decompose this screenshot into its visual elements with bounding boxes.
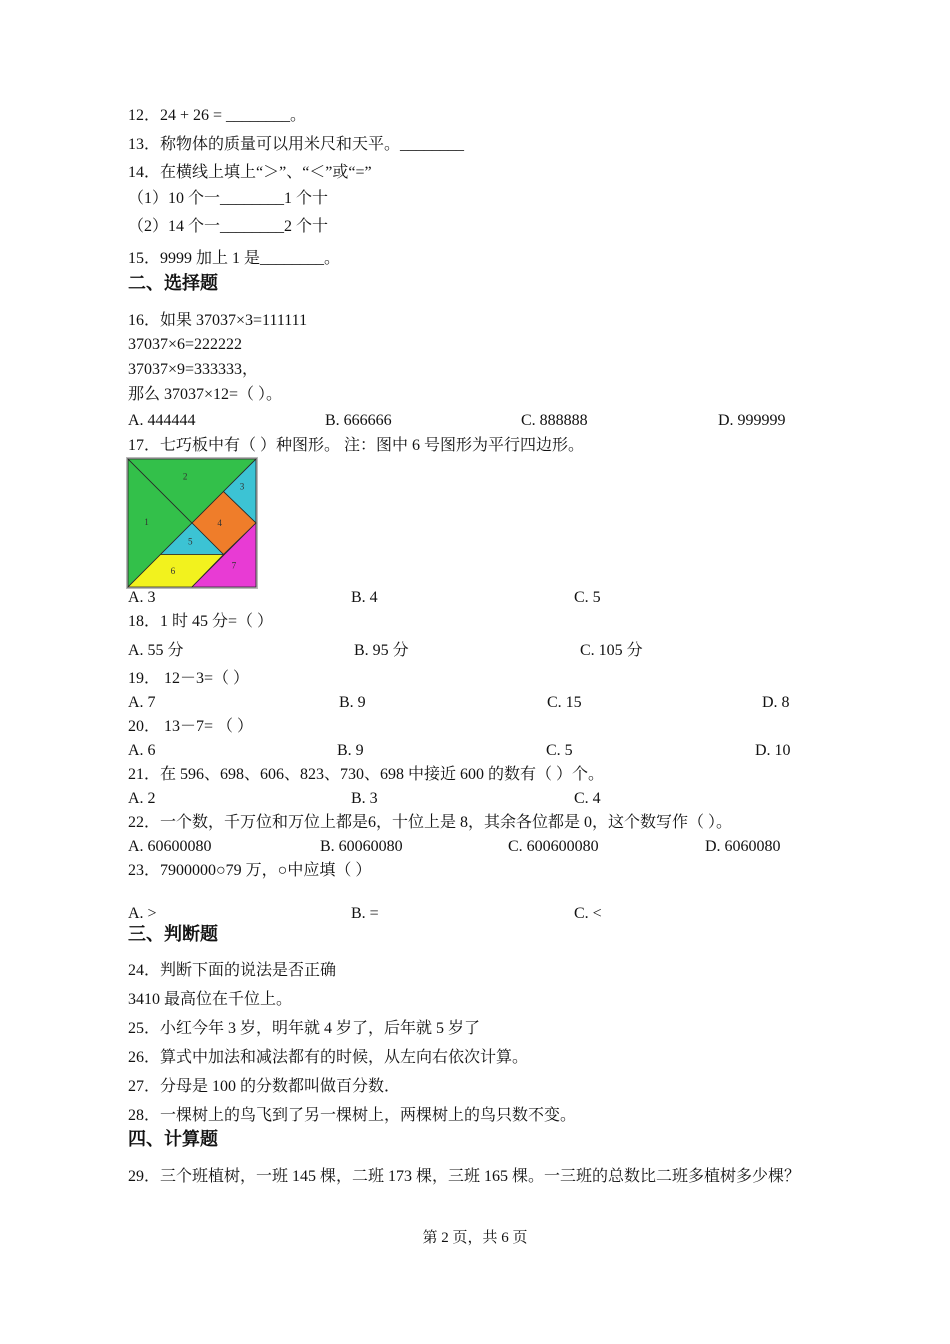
- section-title-choice: 二、选择题: [128, 273, 218, 294]
- question-15: 15．9999 加上 1 是________。: [128, 250, 341, 267]
- tangram-label-1: 1: [144, 517, 149, 528]
- question-17: 17．七巧板中有（ ）种图形。 注：图中 6 号图形为平行四边形。: [128, 437, 585, 454]
- question-17-option-c: C. 5: [574, 589, 601, 606]
- question-22: 22．一个数，千万位和万位上都是6，十位上是 8，其余各位都是 0，这个数写作（ ）。: [128, 814, 733, 831]
- question-16-option-b: B. 666666: [325, 412, 392, 429]
- question-23-option-c: C. <: [574, 905, 602, 922]
- question-20: 20． 13－7= （ ）: [128, 718, 254, 735]
- question-25: 25．小红今年 3 岁，明年就 4 岁了，后年就 5 岁了: [128, 1020, 481, 1037]
- question-19-option-b: B. 9: [339, 694, 366, 711]
- question-12: 12．24 + 26 = ________。: [128, 107, 307, 124]
- section-title-judge: 三、判断题: [128, 924, 218, 945]
- question-22-option-c: C. 600600080: [508, 838, 599, 855]
- page-footer: 第 2 页，共 6 页: [422, 1230, 528, 1246]
- tangram-label-7: 7: [231, 560, 237, 571]
- question-19-option-d: D. 8: [762, 694, 790, 711]
- question-23-option-a: A. >: [128, 905, 157, 922]
- question-21-option-b: B. 3: [351, 790, 378, 807]
- question-21: 21．在 596、698、606、823、730、698 中接近 600 的数有（ ）个。: [128, 766, 605, 783]
- question-19: 19． 12－3=（ ）: [128, 670, 250, 687]
- question-18: 18．1 时 45 分=（ ）: [128, 613, 274, 630]
- question-16-line-3: 37037×9=333333，: [128, 361, 259, 378]
- question-26: 26．算式中加法和减法都有的时候，从左向右依次计算。: [128, 1049, 529, 1066]
- question-22-option-b: B. 60060080: [320, 838, 403, 855]
- question-16-line-2: 37037×6=222222: [128, 336, 243, 353]
- question-23: 23．7900000○79 万，○中应填（ ）: [128, 862, 372, 879]
- question-22-option-d: D. 6060080: [705, 838, 781, 855]
- question-14-part-1: （1）10 个一________1 个十: [128, 190, 329, 207]
- question-16-option-d: D. 999999: [718, 412, 786, 429]
- question-19-option-c: C. 15: [547, 694, 582, 711]
- question-20-option-c: C. 5: [546, 742, 573, 759]
- question-20-option-b: B. 9: [337, 742, 364, 759]
- question-21-option-a: A. 2: [128, 790, 156, 807]
- section-title-calc: 四、计算题: [128, 1129, 218, 1150]
- tangram-label-2: 2: [182, 471, 188, 482]
- question-16-option-a: A. 444444: [128, 412, 196, 429]
- question-17-option-b: B. 4: [351, 589, 378, 606]
- tangram-figure: [126, 457, 258, 589]
- question-28: 28．一棵树上的鸟飞到了另一棵树上，两棵树上的鸟只数不变。: [128, 1107, 577, 1124]
- tangram-label-5: 5: [187, 536, 193, 547]
- question-23-option-b: B. =: [351, 905, 379, 922]
- question-17-option-a: A. 3: [128, 589, 156, 606]
- question-20-option-d: D. 10: [755, 742, 791, 759]
- question-18-option-c: C. 105 分: [580, 642, 643, 659]
- question-21-option-c: C. 4: [574, 790, 601, 807]
- question-13: 13．称物体的质量可以用米尺和天平。________: [128, 136, 465, 153]
- tangram-label-4: 4: [217, 518, 222, 529]
- question-18-option-a: A. 55 分: [128, 642, 184, 659]
- tangram-label-3: 3: [239, 481, 245, 492]
- question-27: 27．分母是 100 的分数都叫做百分数．: [128, 1078, 401, 1095]
- question-14: 14．在横线上填上“＞”、“＜”或“=”: [128, 164, 372, 181]
- question-18-option-b: B. 95 分: [354, 642, 409, 659]
- question-19-option-a: A. 7: [128, 694, 156, 711]
- question-24-line-2: 3410 最高位在千位上。: [128, 991, 293, 1008]
- question-14-part-2: （2）14 个一________2 个十: [128, 218, 329, 235]
- question-16-option-c: C. 888888: [521, 412, 588, 429]
- question-22-option-a: A. 60600080: [128, 838, 212, 855]
- question-16-line-1: 16．如果 37037×3=111111: [128, 312, 308, 329]
- question-16-line-4: 那么 37037×12=（ ）。: [128, 386, 283, 403]
- question-29: 29．三个班植树，一班 145 棵，二班 173 棵，三班 165 棵。一三班的总数比二班多植树多少棵？: [128, 1168, 801, 1185]
- question-24-line-1: 24．判断下面的说法是否正确: [128, 962, 337, 979]
- tangram-label-6: 6: [170, 565, 176, 576]
- question-20-option-a: A. 6: [128, 742, 156, 759]
